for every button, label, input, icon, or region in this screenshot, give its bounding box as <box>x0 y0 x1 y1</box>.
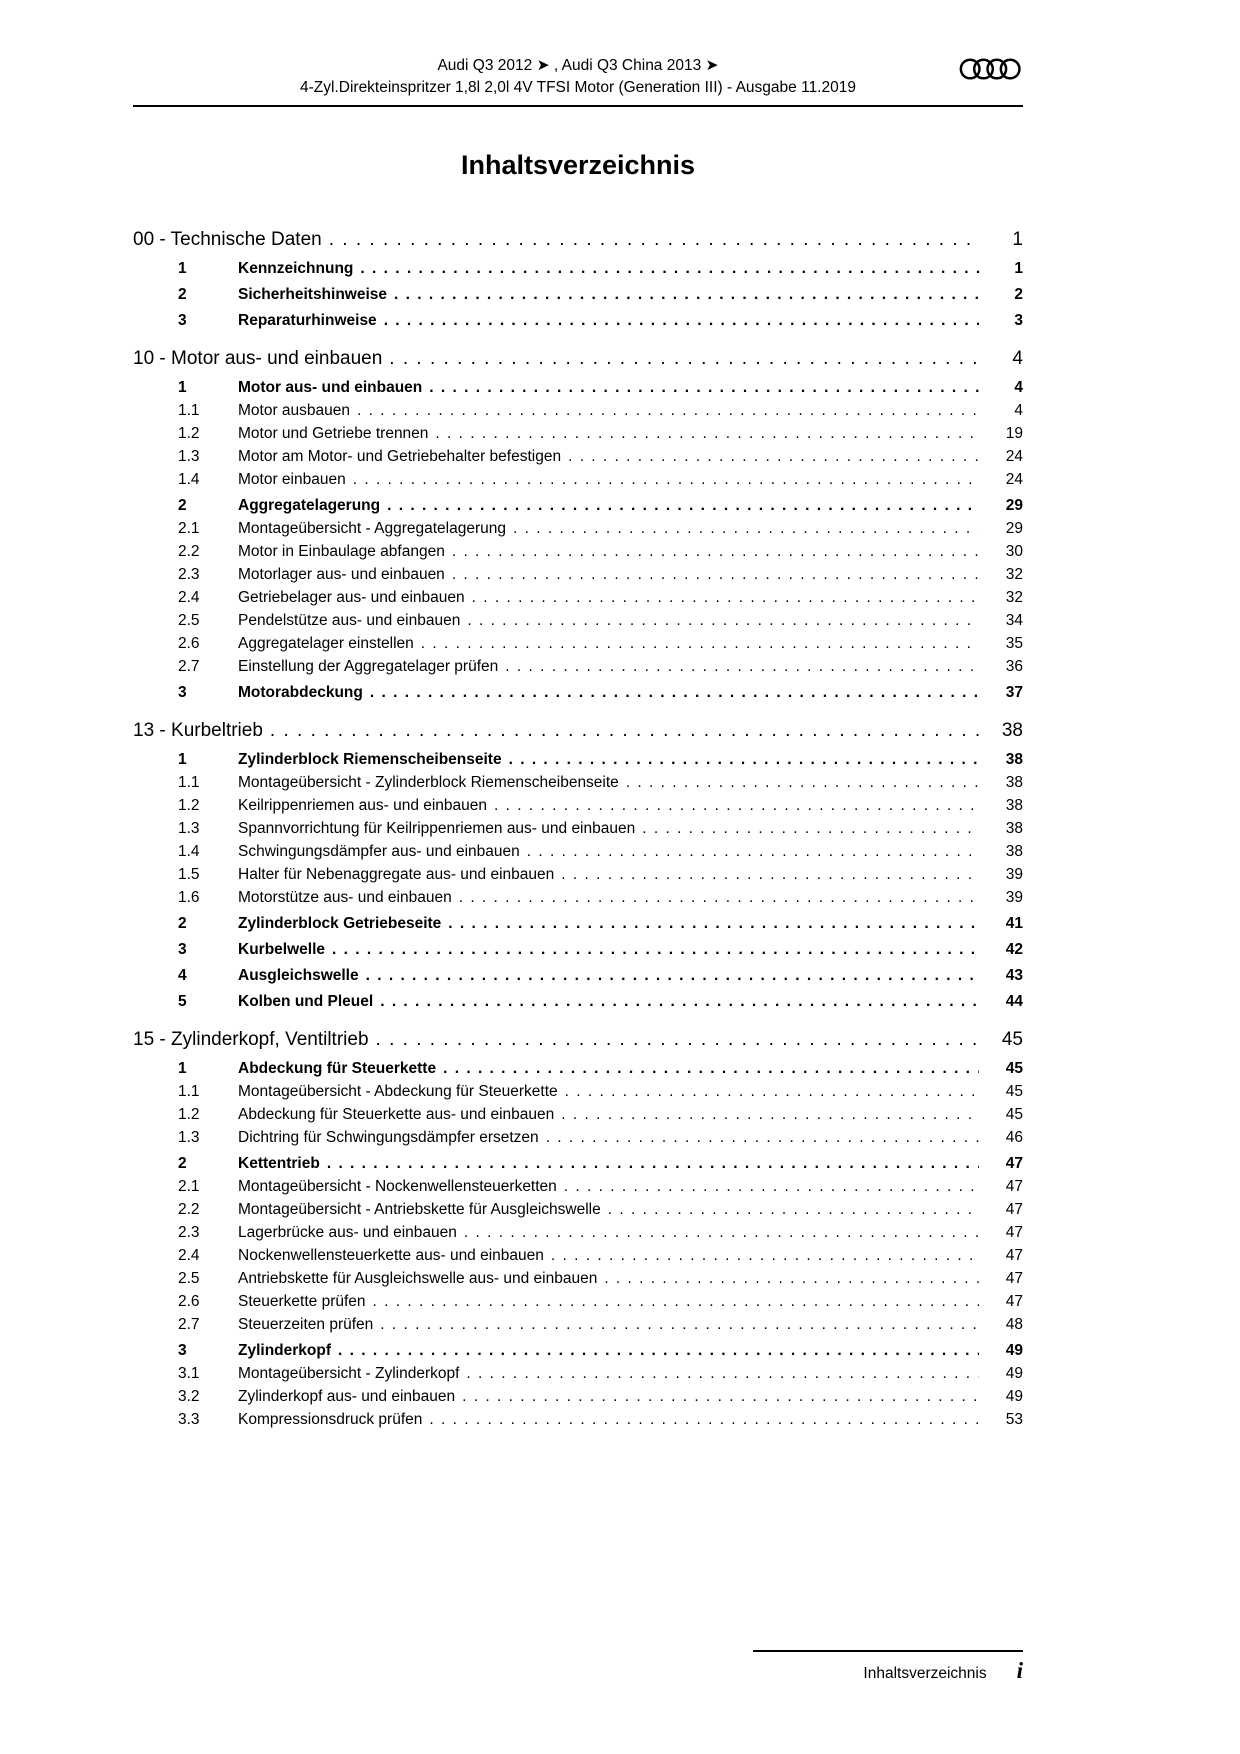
toc-section-row <box>133 422 1023 445</box>
toc-section-title: Kurbelwelle <box>238 941 325 958</box>
toc-section-row <box>133 1080 1023 1103</box>
dot-leader <box>464 1221 979 1244</box>
toc-section-title: Reparaturhinweise <box>238 312 377 329</box>
dot-leader <box>462 1385 979 1408</box>
toc-section-title: Montageübersicht - Abdeckung für Steuerkette <box>238 1083 558 1100</box>
toc-page-number: 36 <box>1005 658 1023 675</box>
toc-chapter-title: 00 - Technische Daten <box>133 229 322 250</box>
dot-leader <box>452 540 979 563</box>
toc-section-number: 2.4 <box>178 589 200 606</box>
dot-leader <box>509 748 979 771</box>
toc-section-number: 2.2 <box>178 543 200 560</box>
dot-leader <box>626 771 979 794</box>
toc-chapter-row <box>133 1027 1023 1053</box>
toc-page-number: 44 <box>1005 993 1023 1010</box>
dot-leader <box>564 1175 979 1198</box>
toc-section-title: Sicherheitshinweise <box>238 286 388 303</box>
toc-page-number: 37 <box>1005 684 1023 701</box>
toc-section-row <box>133 1221 1023 1244</box>
dot-leader <box>642 817 979 840</box>
toc-section-row <box>133 283 1023 306</box>
toc-section-row <box>133 1244 1023 1267</box>
toc-page-number: 1 <box>1012 229 1023 250</box>
toc-page-number: 1 <box>1014 260 1023 277</box>
toc-page-number: 45 <box>1001 1029 1023 1050</box>
toc-section-number: 1.3 <box>178 448 200 465</box>
dot-leader <box>366 964 979 987</box>
toc-section-row <box>133 586 1023 609</box>
toc-page-number: 38 <box>1001 720 1023 741</box>
toc-section-title: Pendelstütze aus- und einbauen <box>238 612 461 629</box>
toc-section-row <box>133 840 1023 863</box>
toc-section-number: 2.5 <box>178 612 200 629</box>
footer-label: Inhaltsverzeichnis <box>863 1665 987 1682</box>
dot-leader <box>452 563 979 586</box>
toc-section-number: 1.4 <box>178 471 200 488</box>
dot-leader <box>373 1290 979 1313</box>
toc-section-number: 2 <box>178 497 187 514</box>
footer-text <box>133 1650 1023 1684</box>
toc-page-number: 47 <box>1005 1247 1023 1264</box>
toc-section-row <box>133 1362 1023 1385</box>
dot-leader <box>370 681 979 704</box>
toc-section-number: 1.6 <box>178 889 200 906</box>
toc-section-row <box>133 912 1023 935</box>
toc-section-row <box>133 1152 1023 1175</box>
toc-section-title: Getriebelager aus- und einbauen <box>238 589 465 606</box>
toc-section-title: Motorstütze aus- und einbauen <box>238 889 452 906</box>
header-engine-line: 4-Zyl.Direkteinspritzer 1,8l 2,0l 4V TFSI Motor (Generation III) - Ausgabe 11.2019 <box>300 79 856 96</box>
toc-section-number: 1.2 <box>178 1106 200 1123</box>
toc-section-number: 1.1 <box>178 774 200 791</box>
toc-section-title: Steuerkette prüfen <box>238 1293 366 1310</box>
toc-section-row <box>133 1339 1023 1362</box>
toc-page-number: 4 <box>1012 348 1023 369</box>
toc-section-title: Abdeckung für Steuerkette aus- und einbauen <box>238 1106 555 1123</box>
toc-page-number: 43 <box>1005 967 1023 984</box>
dot-leader <box>551 1244 979 1267</box>
toc-page-number: 32 <box>1005 566 1023 583</box>
toc-page-number: 42 <box>1005 941 1023 958</box>
dot-leader <box>329 227 979 253</box>
toc-section-row <box>133 399 1023 422</box>
toc-section-title: Zylinderkopf <box>238 1342 332 1359</box>
toc-chapter-row <box>133 718 1023 744</box>
toc-section-title: Kettentrieb <box>238 1155 320 1172</box>
toc-section-title: Keilrippenriemen aus- und einbauen <box>238 797 488 814</box>
toc-section-number: 1.3 <box>178 1129 200 1146</box>
toc-page-number: 24 <box>1005 471 1023 488</box>
toc-section-row <box>133 257 1023 280</box>
toc-section-number: 2.7 <box>178 1316 200 1333</box>
dot-leader <box>443 1057 979 1080</box>
dot-leader <box>565 1080 979 1103</box>
toc-page-number: 4 <box>1014 379 1023 396</box>
toc-section-number: 2.3 <box>178 1224 200 1241</box>
audi-rings-icon <box>959 57 1021 81</box>
toc-section-title: Halter für Nebenaggregate aus- und einbauen <box>238 866 555 883</box>
toc-page-number: 53 <box>1005 1411 1023 1428</box>
toc-section-row <box>133 1385 1023 1408</box>
toc-section-row <box>133 540 1023 563</box>
toc-page-number: 38 <box>1005 751 1023 768</box>
toc-section-title: Kompressionsdruck prüfen <box>238 1411 423 1428</box>
page-header <box>133 55 1023 107</box>
toc-page-number: 29 <box>1005 520 1023 537</box>
toc-page-number: 47 <box>1005 1224 1023 1241</box>
dot-leader <box>546 1126 979 1149</box>
dot-leader <box>561 863 979 886</box>
toc-section-number: 1.1 <box>178 1083 200 1100</box>
toc-section-number: 2.2 <box>178 1201 200 1218</box>
toc-section-title: Motorlager aus- und einbauen <box>238 566 445 583</box>
toc-section-title: Motor und Getriebe trennen <box>238 425 429 442</box>
toc-section-title: Aggregatelager einstellen <box>238 635 414 652</box>
toc-section-row <box>133 468 1023 491</box>
toc-section-row <box>133 609 1023 632</box>
toc-section-title: Lagerbrücke aus- und einbauen <box>238 1224 457 1241</box>
toc-section-number: 5 <box>178 993 187 1010</box>
toc-page-number: 47 <box>1005 1201 1023 1218</box>
dot-leader <box>332 938 979 961</box>
toc-section-number: 2.5 <box>178 1270 200 1287</box>
toc-page-number: 2 <box>1014 286 1023 303</box>
dot-leader <box>604 1267 979 1290</box>
toc-section-row <box>133 1313 1023 1336</box>
dot-leader <box>387 494 979 517</box>
toc-page-number: 3 <box>1014 312 1023 329</box>
toc-section-title: Montageübersicht - Aggregatelagerung <box>238 520 506 537</box>
dot-leader <box>376 1027 979 1053</box>
toc-section-row <box>133 1408 1023 1431</box>
header-model-line: Audi Q3 2012 ➤ , Audi Q3 China 2013 ➤ <box>437 57 719 74</box>
toc-section-number: 1.1 <box>178 402 200 419</box>
toc-page-number: 45 <box>1005 1106 1023 1123</box>
toc-section-title: Zylinderblock Riemenscheibenseite <box>238 751 502 768</box>
toc-page-number: 47 <box>1005 1270 1023 1287</box>
toc-page-number: 29 <box>1005 497 1023 514</box>
toc-section-number: 1 <box>178 379 187 396</box>
toc-section-number: 2.7 <box>178 658 200 675</box>
toc-section-title: Motorabdeckung <box>238 684 363 701</box>
toc-section-title: Nockenwellensteuerkette aus- und einbauen <box>238 1247 544 1264</box>
toc-section-number: 2.1 <box>178 520 200 537</box>
dot-leader <box>384 309 979 332</box>
toc-page-number: 48 <box>1005 1316 1023 1333</box>
toc-section-title: Montageübersicht - Nockenwellensteuerketten <box>238 1178 557 1195</box>
toc-section-row <box>133 1290 1023 1313</box>
toc-section-title: Motor einbauen <box>238 471 346 488</box>
toc-section-row <box>133 817 1023 840</box>
toc-page-number: 38 <box>1005 797 1023 814</box>
toc-section-row <box>133 990 1023 1013</box>
dot-leader <box>327 1152 979 1175</box>
toc-section-number: 2 <box>178 1155 187 1172</box>
toc-section-title: Antriebskette für Ausgleichswelle aus- und einbauen <box>238 1270 598 1287</box>
toc-chapter-row <box>133 346 1023 372</box>
toc-section-row <box>133 494 1023 517</box>
dot-leader <box>459 886 979 909</box>
toc-section-number: 3.3 <box>178 1411 200 1428</box>
footer-divider <box>753 1650 1023 1652</box>
toc-section-title: Motor ausbauen <box>238 402 351 419</box>
toc-section-number: 2.4 <box>178 1247 200 1264</box>
dot-leader <box>394 283 979 306</box>
toc-section-title: Spannvorrichtung für Keilrippenriemen aus- und einbauen <box>238 820 636 837</box>
toc-section-title: Motor aus- und einbauen <box>238 379 423 396</box>
footer-page-number: i <box>1016 1658 1023 1683</box>
dot-leader <box>421 632 979 655</box>
toc-section-row <box>133 1126 1023 1149</box>
toc-chapter-title: 10 - Motor aus- und einbauen <box>133 348 383 369</box>
toc-page-number: 45 <box>1005 1060 1023 1077</box>
toc-section-number: 2 <box>178 915 187 932</box>
toc-section-row <box>133 309 1023 332</box>
toc-page-number: 24 <box>1005 448 1023 465</box>
toc-page-number: 47 <box>1005 1178 1023 1195</box>
toc-section-number: 3 <box>178 684 187 701</box>
toc-section-number: 3.1 <box>178 1365 200 1382</box>
toc-section-row <box>133 376 1023 399</box>
toc-section-number: 3 <box>178 941 187 958</box>
dot-leader <box>429 1408 979 1431</box>
toc-page-number: 46 <box>1005 1129 1023 1146</box>
toc-section-number: 1 <box>178 751 187 768</box>
toc-page-number: 35 <box>1005 635 1023 652</box>
toc-section-row <box>133 1267 1023 1290</box>
dot-leader <box>472 586 979 609</box>
toc-section-number: 3.2 <box>178 1388 200 1405</box>
toc-chapter-row <box>133 227 1023 253</box>
toc-section-number: 2.6 <box>178 1293 200 1310</box>
toc-page-number: 38 <box>1005 774 1023 791</box>
dot-leader <box>513 517 979 540</box>
page-footer <box>133 1650 1023 1684</box>
toc-chapter-title: 15 - Zylinderkopf, Ventiltrieb <box>133 1029 369 1050</box>
toc-section-row <box>133 938 1023 961</box>
toc <box>133 213 1023 1431</box>
toc-section-row <box>133 1175 1023 1198</box>
toc-page-number: 38 <box>1005 843 1023 860</box>
toc-section-number: 1.5 <box>178 866 200 883</box>
toc-section-row <box>133 1198 1023 1221</box>
dot-leader <box>338 1339 979 1362</box>
toc-section-number: 1 <box>178 1060 187 1077</box>
toc-section-title: Motor am Motor- und Getriebehalter befestigen <box>238 448 562 465</box>
toc-page-number: 49 <box>1005 1365 1023 1382</box>
toc-chapter-title: 13 - Kurbeltrieb <box>133 720 263 741</box>
toc-section-title: Montageübersicht - Antriebskette für Ausgleichswelle <box>238 1201 601 1218</box>
toc-page-number: 47 <box>1005 1293 1023 1310</box>
toc-section-row <box>133 771 1023 794</box>
dot-leader <box>505 655 979 678</box>
dot-leader <box>389 346 979 372</box>
dot-leader <box>466 1362 979 1385</box>
toc-page-number: 39 <box>1005 889 1023 906</box>
dot-leader <box>429 376 979 399</box>
toc-section-title: Steuerzeiten prüfen <box>238 1316 374 1333</box>
toc-page-number: 30 <box>1005 543 1023 560</box>
toc-section-title: Zylinderkopf aus- und einbauen <box>238 1388 456 1405</box>
dot-leader <box>360 257 979 280</box>
toc-section-number: 2.6 <box>178 635 200 652</box>
toc-page-number: 32 <box>1005 589 1023 606</box>
dot-leader <box>494 794 979 817</box>
toc-section-title: Montageübersicht - Zylinderkopf <box>238 1365 460 1382</box>
toc-page-number: 4 <box>1014 402 1023 419</box>
dot-leader <box>467 609 979 632</box>
toc-section-row <box>133 445 1023 468</box>
toc-section-row <box>133 632 1023 655</box>
toc-section-row <box>133 563 1023 586</box>
toc-page-number: 45 <box>1005 1083 1023 1100</box>
toc-section-title: Einstellung der Aggregatelager prüfen <box>238 658 499 675</box>
toc-section-number: 4 <box>178 967 187 984</box>
toc-section-number: 3 <box>178 1342 187 1359</box>
dot-leader <box>561 1103 979 1126</box>
dot-leader <box>380 1313 979 1336</box>
toc-section-title: Abdeckung für Steuerkette <box>238 1060 437 1077</box>
toc-section-row <box>133 1057 1023 1080</box>
toc-section-number: 2 <box>178 286 187 303</box>
dot-leader <box>568 445 979 468</box>
toc-section-number: 1.2 <box>178 797 200 814</box>
toc-page-number: 19 <box>1005 425 1023 442</box>
toc-section-row <box>133 794 1023 817</box>
toc-section-number: 2.1 <box>178 1178 200 1195</box>
toc-section-title: Aggregatelagerung <box>238 497 381 514</box>
toc-section-title: Motor in Einbaulage abfangen <box>238 543 445 560</box>
dot-leader <box>527 840 979 863</box>
dot-leader <box>380 990 979 1013</box>
toc-section-number: 2.3 <box>178 566 200 583</box>
toc-section-row <box>133 1103 1023 1126</box>
dot-leader <box>435 422 979 445</box>
toc-section-number: 1.3 <box>178 820 200 837</box>
toc-section-row <box>133 748 1023 771</box>
toc-section-row <box>133 964 1023 987</box>
toc-page-number: 49 <box>1005 1342 1023 1359</box>
toc-page-number: 38 <box>1005 820 1023 837</box>
toc-section-row <box>133 863 1023 886</box>
toc-section-title: Kolben und Pleuel <box>238 993 374 1010</box>
dot-leader <box>608 1198 979 1221</box>
toc-page-number: 39 <box>1005 866 1023 883</box>
toc-section-row <box>133 681 1023 704</box>
toc-section-title: Montageübersicht - Zylinderblock Riemenscheibenseite <box>238 774 619 791</box>
dot-leader <box>357 399 979 422</box>
toc-section-number: 1.2 <box>178 425 200 442</box>
page-title: Inhaltsverzeichnis <box>460 150 696 180</box>
toc-section-number: 1 <box>178 260 187 277</box>
toc-section-title: Dichtring für Schwingungsdämpfer ersetzen <box>238 1129 539 1146</box>
toc-section-title: Schwingungsdämpfer aus- und einbauen <box>238 843 520 860</box>
dot-leader <box>270 718 979 744</box>
toc-section-row <box>133 886 1023 909</box>
toc-page-number: 47 <box>1005 1155 1023 1172</box>
toc-section-number: 1.4 <box>178 843 200 860</box>
toc-page-number: 41 <box>1005 915 1023 932</box>
toc-section-number: 3 <box>178 312 187 329</box>
toc-section-row <box>133 655 1023 678</box>
toc-page-number: 49 <box>1005 1388 1023 1405</box>
dot-leader <box>448 912 979 935</box>
toc-page-number: 34 <box>1005 612 1023 629</box>
toc-section-row <box>133 517 1023 540</box>
toc-section-title: Zylinderblock Getriebeseite <box>238 915 442 932</box>
header-divider <box>133 105 1023 107</box>
toc-section-title: Ausgleichswelle <box>238 967 359 984</box>
dot-leader <box>353 468 979 491</box>
toc-section-title: Kennzeichnung <box>238 260 354 277</box>
